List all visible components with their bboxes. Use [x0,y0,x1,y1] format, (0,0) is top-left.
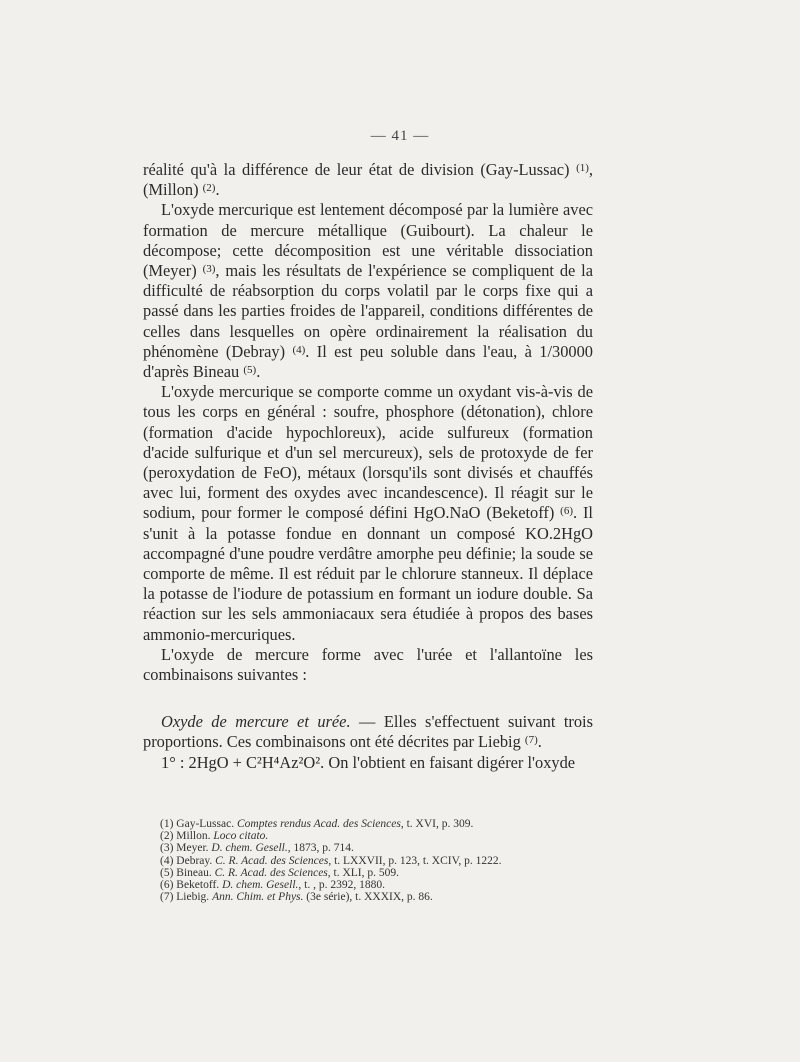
footnote [160,867,600,879]
text-run: . Il est peu soluble dans l'eau, à 1/30000 d'après Bineau [143,341,593,382]
italic-text: Comptes rendus Acad. des Sciences [236,818,401,830]
text-run: , (Millon) [143,160,593,200]
paragraph-gap [143,685,593,712]
text-run: (3) Meyer. [160,842,212,855]
text-run: réalité qu'à la différence de leur état de division (Gay-Lussac) [143,160,577,179]
footnote [160,855,600,867]
text-run: L'oxyde de mercure forme avec l'urée et l'allantoïne les combinaisons suivantes : [143,644,593,685]
text-run: , t. , p. 2392, 1880. [298,879,385,892]
text-run: (7) Liebig. [160,891,213,904]
paragraph [143,712,593,752]
citation-marker: (5) [243,364,257,377]
footnotes [160,818,600,903]
text-run: (1) Gay-Lussac. [160,818,237,830]
text-run: (2) Millon. [160,830,214,843]
italic-text: Loco citato. [213,830,269,843]
italic-text: D. chem. Gesell. [211,842,288,855]
text-run: (5) Bineau. [160,866,215,879]
italic-text: C. R. Acad. des Sciences [215,854,329,867]
text-run: (3e série), t. XXXIX, p. 86. [303,891,433,904]
text-run: , t. LXXVII, p. 123, t. XCIV, p. 1222. [328,854,502,867]
footnote [160,842,600,854]
footnote [160,818,600,830]
paragraph [143,200,593,382]
text-run: (6) Beketoff. [160,879,223,892]
footnote [160,891,600,903]
text-run: , 1873, p. 714. [287,842,354,855]
text-run: . Il s'unit à la potasse fondue en donnant un composé KO.2HgO accompagné d'une poudre verdâtre amorphe peu définie; la soude se comporte de même. Il est réduit par le chlorure stanneux. Il déplace la potasse de l'iodure de potassium en formant un iodure double. Sa réaction sur les sels ammoniacaux sera étudiée à propos des bases ammonio-mercuriques. [143,503,593,644]
text-run: L'oxyde mercurique se comporte comme un oxydant vis-à-vis de tous les corps en général : soufre, phosphore (détonation), chlore (formation d'acide hypochloreux), acide sulfureux (formation d'acide sulfurique et d'un sel mercureux), sels de protoxyde de fer (peroxydation de FeO), métaux (lorsqu'ils sont divisés et chauffés avec lui, forment des oxydes avec incandescence). Il réagit sur le sodium, pour former le composé défini HgO.NaO (Beketoff) [143,382,593,523]
italic-text: Oxyde de mercure et urée. [161,712,351,732]
paragraph [143,645,593,685]
text-run: — Elles s'effectuent suivant trois proportions. Ces combinaisons ont été décrites par Liebig [143,712,593,752]
italic-text: C. R. Acad. des Sciences [214,866,328,879]
citation-marker: (7) [524,734,538,747]
text-run: . [215,180,220,200]
citation-marker: (1) [576,162,589,174]
text-run: L'oxyde mercurique est lentement décomposé par la lumière avec formation de mercure métallique (Guibourt). La chaleur le décompose; cette décomposition est une véritable dissociation (Meyer) [143,200,593,281]
italic-text: D. chem. Gesell. [222,879,299,892]
citation-marker: (2) [202,182,216,195]
text-run: . [256,362,261,382]
footnote [160,830,600,842]
text-run: , t. XVI, p. 309. [400,818,474,830]
text-run: , t. XLI, p. 509. [327,866,400,879]
text-run: 1° : 2HgO + C²H⁴Az²O². On l'obtient en faisant digérer l'oxyde [161,752,576,772]
body-text [143,160,593,773]
citation-marker: (4) [292,343,306,356]
italic-text: Ann. Chim. et Phys. [212,891,304,904]
text-run: (4) Debray. [160,854,216,867]
text-run: . [537,732,542,752]
paragraph [143,382,593,645]
paragraph [143,753,593,773]
citation-marker: (3) [202,263,216,276]
paragraph [143,160,593,200]
text-run: , mais les résultats de l'expérience se compliquent de la difficulté de réabsorption du corps volatil par le corps fixe qui a passé dans les parties froides de l'appareil, conditions différentes de celles dans lesquelles on opère ordinairement la réalisation du phénomène (Debray) [143,261,593,361]
citation-marker: (6) [560,505,573,518]
footnote [160,879,600,891]
page-number: — 41 — [370,128,430,144]
